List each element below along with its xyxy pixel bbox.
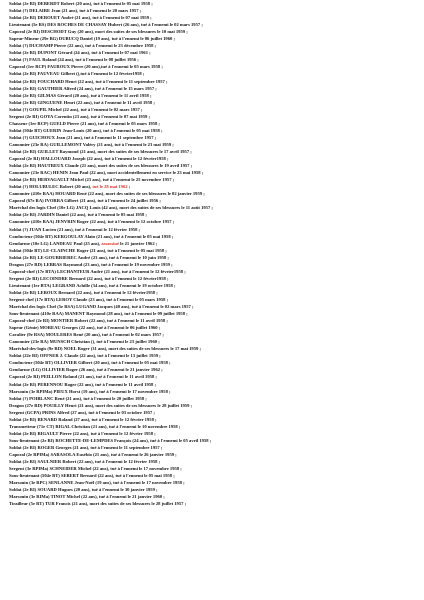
- list-item-text: Sergent (GCPA) PRINS Alfred (27 ans), tué à l'ennemi le 03 octobre 1957 ;: [9, 409, 155, 415]
- list-item-text: Chasseur (1er RCP) GUELD Pierre (21 ans), tué à l'ennemi le 05 mars 1958 ;: [9, 120, 160, 126]
- list-item: [9, 352, 421, 359]
- list-item-text: Soldat (2e RI) GAUTHIER Alfred (24 ans), tué à l'ennemi le 15 mars 1957 ;: [9, 85, 157, 91]
- list-item-text: Soldat (2e RI) LEROUX Bernard (22 ans), tué à l'ennemi le 12 février1958 ;: [9, 289, 158, 295]
- list-item-text: Soldat (2e RI) JARDIN Daniel (22 ans), tué à l'ennemi le 05 mai 1958 ;: [9, 212, 147, 218]
- list-item-text: Conducteur (504e BT) OLLIVIER Gilbert (20 ans), tué à l'ennemi le 05 mai 1958 ;: [9, 360, 171, 366]
- list-item: [9, 120, 421, 127]
- list-item-text: Caporal (2e RI) HALLOUARD Joseph (22 ans), tué à l'ennemi le 12 février1958 ;: [9, 156, 169, 162]
- list-item: [9, 268, 421, 275]
- list-item-text: Maréchal-des-logis (9e RD) NOEL Roger (31 ans), mort des suites de ses blessures le 17 mai 1959 ;: [9, 346, 201, 352]
- list-item-text: Sergent (2e RI) GOYA Corentin (23 ans), tué à l'ennemi le 07 mai 1959 ;: [9, 113, 150, 119]
- list-item: [9, 345, 421, 352]
- list-item-text: Caporal-chef (17e BTA) LECHANTEUR André (21 ans), tué à l'ennemi le 12 février1958 ;: [9, 268, 186, 274]
- list-item-text: Soldat (?) JUAN Lucien (21 ans), tué à l'ennemi le 12 février 1958 ;: [9, 226, 141, 232]
- list-item-text: Cavalier (9e RSA) MOULERES René (20 ans), tué à l'ennemi le 02 mars 1957 ;: [9, 332, 164, 338]
- list-item: [9, 338, 421, 345]
- list-item-text: Sous-lieutenant (2e RI) ROCHETTE-DE-LEMPDES François (24 ans), tué à l'ennemi le 05 avril 1958 ;: [9, 437, 212, 443]
- list-item: [9, 162, 421, 169]
- list-item-text: Dragon (27e RD) LEBRAS Raymond (23 ans), tué à l'ennemi le 19 novembre 1959 ;: [9, 261, 173, 267]
- list-item: [9, 127, 421, 134]
- list-item-tail: le 21 janvier 1962 ;: [119, 240, 158, 246]
- list-item-text: Gendarme (10e LG) LANDEAU Paul (25 ans),: [9, 240, 102, 246]
- list-item-text: Soldat (?) FAUL Roland (24 ans), tué à l'ennemi le 08 juillet 1956 ;: [9, 57, 139, 63]
- list-item-text: Soldat (2e RI) DEROUET André (21 ans), tué à l'ennemi le 07 mai 1959 ;: [9, 15, 152, 21]
- list-item-text: Soldat (2e RI) GUILLET Raymond (21 ans), mort des suites de ses blessures le 17 avril 1957 ;: [9, 148, 192, 154]
- list-item-text: Tirailleur (5e RT) TUR Francis (21 ans), mort des suites de ses blessures le 28 juillet 1957 ;: [9, 501, 187, 507]
- list-item-text: Marsouin (3e RPIMa) PIEUX Horst (19 ans), tué à l'ennemi le 17 novembre 1958 ;: [9, 388, 171, 394]
- list-item-text: Soldat (2e RI) PERENNOU Roger (22 ans), tué à l'ennemi le 11 avril 1958 ;: [9, 381, 157, 387]
- list-item: [9, 451, 421, 458]
- list-item: [9, 204, 421, 211]
- list-item-text: Soldat (2e RI) DUPONT Gérard (24 ans), tué à l'ennemi le 07 mai 1961 ;: [9, 50, 151, 56]
- list-item-text: Soldat (2e RI) RENARD Roland (27 ans), tué à l'ennemi le 12 février 1958 ;: [9, 416, 157, 422]
- list-item-text: Caporal (2e RI) DESCHODT Guy (20 ans), mort des suites de ses blessures le 10 mai 1959 ;: [9, 29, 188, 35]
- list-item-text: Caporal (67e RA) IVORRA Gilbert (21 ans), tué à l'ennemi le 24 juillet 1956 ;: [9, 198, 161, 204]
- list-item-text: Marsouin (3e RIMa) TINOT Michel (22 ans), tué à l'ennemi le 21 janvier 1960 ;: [9, 494, 165, 500]
- list-item: [9, 85, 421, 92]
- list-item-text: Soldat (2e RI) FOUCHARD Henri (22 ans), tué à l'ennemi le 11 septembre 1957 ;: [9, 78, 168, 84]
- list-item: [9, 486, 421, 493]
- list-item-text: Gendarme (LG) OLLIVIER Roger (26 ans), tué à l'ennemi le 21 janvier 1962 ;: [9, 367, 163, 373]
- list-item: [9, 155, 421, 162]
- list-item-text: Marsouin (3e RPC) SENLANNE Jean-Noël (19 ans), tué à l'ennemi le 17 novembre 1958 ;: [9, 480, 185, 486]
- list-item-text: Lieutenant (1er BTA) LEGRAND Achille (34 ans), tué à l'ennemi le 19 octobre 1958 ;: [9, 282, 176, 288]
- list-item: [9, 35, 421, 42]
- list-item: [9, 479, 421, 486]
- casualty-list: [9, 0, 421, 507]
- list-item-text: Sous-lieutenant (504e BT) SEBERT Bernard (22 ans), tué à l'ennemi le 05 mai 1958 ;: [9, 473, 175, 479]
- list-item: [9, 296, 421, 303]
- list-item-text: Canonnier (410e RAA) JENVRIN Roger (22 ans), tué à l'ennemi le 12 octobre 1957 ;: [9, 219, 175, 225]
- list-item: [9, 148, 421, 155]
- list-item-text: Soldat (2e RI) SAULNIER Robert (22 ans), tué à l'ennemi le 12 février 1958 ;: [9, 459, 161, 465]
- list-item-text: Soldat (2e RI) FAUVEAU Gilbert (),tué à l'ennemi le 12 février1958 ;: [9, 71, 145, 77]
- list-item-text: Soldat (2e RI) HAUTREUX Claude (21 ans), mort des suites de ses blessures le 19 avril 1957 ;: [9, 163, 193, 169]
- list-item-text: Sous-lieutenant (410e RAA) MANENT Raymond (28 ans), tué à l'ennemi le 09 juillet 1958 ;: [9, 311, 188, 317]
- list-item: [9, 289, 421, 296]
- list-item: [9, 113, 421, 120]
- list-item-text: Sergent (2e RI) LECOINDRE Bernard (22 ans), tué à l'ennemi le 12 février1958 ;: [9, 275, 169, 281]
- list-item: [9, 444, 421, 451]
- list-item: [9, 226, 421, 233]
- list-item: [9, 134, 421, 141]
- list-item-tail: ;: [127, 184, 131, 190]
- list-item: [9, 169, 421, 176]
- list-item-text: Canonnier (23e RAC) HENIN Jean Paul (22 ans), mort accidentellement en service le 23 mai 1958 ;: [9, 170, 204, 176]
- highlighted-text: assassiné: [101, 240, 120, 246]
- list-item: [9, 381, 421, 388]
- list-item: [9, 92, 421, 99]
- list-item: [9, 7, 421, 14]
- list-item-text: Maréchal des logis Chef (10e LG) JACQ Louis (42 ans), mort des suites de ses blessures le 11 août 1957 ;: [9, 205, 213, 211]
- list-item-text: Canonnier (410e RAA) HOUARD René (22 ans), mort des suites de ses blessures le 02 janvier 1959 ;: [9, 191, 205, 197]
- list-item: [9, 63, 421, 70]
- list-item: [9, 190, 421, 197]
- list-item-text: Caporal-chef (2e RI) MONTIER Robert (22 ans), tué à l'ennemi le 11 avril 1958 ;: [9, 318, 168, 324]
- list-item: [9, 402, 421, 409]
- list-item: [9, 49, 421, 56]
- list-item-text: Soldat (?) GOUPIL Michel (22 ans), tué à l'ennemi le 02 mars 1957 ;: [9, 106, 143, 112]
- list-item: [9, 465, 421, 472]
- list-item: [9, 141, 421, 148]
- list-item: [9, 423, 421, 430]
- list-item: [9, 254, 421, 261]
- list-item-text: Canonnier (23e RA) GUILLEMONT Valéry (21 ans), tué à l'ennemi le 23 mai 1959 ;: [9, 141, 174, 147]
- list-item: [9, 28, 421, 35]
- list-item: [9, 331, 421, 338]
- list-item-text: Caporal (1er RCP) FAUROUX Pierre (20 ans),tué à l'ennemi le 05 mars 1958 ;: [9, 64, 163, 70]
- list-item-text: Dragon (27e RD) POUILLY Henri (21 ans), mort des suites de ses blessures le 28 juillet 1959 ;: [9, 402, 193, 408]
- list-item: [9, 388, 421, 395]
- list-item: [9, 409, 421, 416]
- list-item-text: Sergent (3e RPIMa) SCHNEIDER Michel (22 ans), tué à l'ennemi le 17 novembre 1958 ;: [9, 466, 182, 472]
- list-item: [9, 176, 421, 183]
- list-item: [9, 317, 421, 324]
- list-item: [9, 416, 421, 423]
- list-item: [9, 324, 421, 331]
- list-item-text: Maréchal des logis Chef (5e RSA) LUGAND Jacques (40 ans), tué à l'ennemi le 02 mars 1957 ;: [9, 304, 194, 310]
- list-item: [9, 373, 421, 380]
- list-item-text: Soldat (2e RI) GILMAS Gérard (20 ans), tué à l'ennemi le 11 avril 1958 ;: [9, 92, 152, 98]
- list-item: [9, 458, 421, 465]
- list-item: [9, 42, 421, 49]
- list-item: [9, 183, 421, 190]
- highlighted-text: tué le 28 mai 1962: [92, 184, 128, 190]
- list-item: [9, 493, 421, 500]
- list-item: [9, 211, 421, 218]
- list-item: [9, 218, 421, 225]
- list-item-text: Soldat (2e RI) HERVAGAULT Michel (23 ans), tué à l'ennemi le 25 novembre 1957 ;: [9, 177, 175, 183]
- list-item: [9, 106, 421, 113]
- list-item-text: Sapeur (Génie) MOREAU Georges (22 ans), tué à l'ennemi le 06 juillet 1960 ;: [9, 325, 161, 331]
- list-item: [9, 430, 421, 437]
- list-item: [9, 472, 421, 479]
- list-item: [9, 359, 421, 366]
- list-item: [9, 0, 421, 7]
- list-item: [9, 310, 421, 317]
- list-item-text: Soldat (?) GUICHOUX Jean (21 ans), tué à l'ennemi le 11 septembre 1957 ;: [9, 134, 157, 140]
- list-item-text: Soldat (?) DELAIRE Jean (21 ans), tué à l'ennemi le 20 mars 1957 ;: [9, 8, 142, 14]
- list-item: [9, 395, 421, 402]
- list-item-text: Soldat (2e RI) DEBERDT Robert (20 ans), tué à l'ennemi le 05 mai 1958 ;: [9, 1, 153, 6]
- list-item: [9, 282, 421, 289]
- list-item-text: Soldat (2e RI) ROGER Georges (21 ans), tué à l'ennemi le 11 septembre 1957 ;: [9, 444, 163, 450]
- list-item-text: Caporal (2e RPIMa) SARASOLA Eusébio (21 ans), tué à l'ennemi le 26 janvier 1959 ;: [9, 452, 177, 457]
- list-item: [9, 56, 421, 63]
- list-item: [9, 366, 421, 373]
- list-item: [9, 99, 421, 106]
- list-item: [9, 14, 421, 21]
- list-item: [9, 21, 421, 28]
- list-item-text: Soldat (?) POIBLANC René (21 ans), tué à l'ennemi le 20 juillet 1958 ;: [9, 395, 147, 401]
- list-item: [9, 500, 421, 507]
- list-item: [9, 197, 421, 204]
- list-item-text: Soldat (504e BT) GUERIN Jean-Louis (20 ans), tué à l'ennemi le 05 mai 1958 ;: [9, 127, 163, 133]
- list-item-text: Soldat (2e RI) GINGUENE Henri (22 ans), tué à l'ennemi le 11 avril 1958 ;: [9, 99, 155, 105]
- list-item: [9, 70, 421, 77]
- list-item-text: Sapeur-Mineur (29e BG) DUBUCQ Daniel (19 ans), tué à l'ennemi le 06 juillet 1960 ;: [9, 36, 176, 42]
- list-item-text: Soldat (2e RI) LE-GOURRIEREC André (23 ans), tué à l'ennemi le 10 juin 1958 ;: [9, 254, 169, 260]
- list-item: [9, 303, 421, 310]
- list-item-text: Caporal (2e RI) PEILLON Roland (21 ans), tué à l'ennemi le 11 avril 1958 ;: [9, 374, 157, 380]
- list-item-text: Canonnier (23e RA) MUNSCH Christian (), tué à l'ennemi le 23 juillet 1960 ;: [9, 339, 160, 345]
- list-item: [9, 275, 421, 282]
- list-item-text: Soldat (2e RI) RIGAULT Pierre (22 ans), tué à l'ennemi le 12 février 1958 ;: [9, 430, 156, 436]
- list-item-text: Conducteur (504e BT) KERGOULAY Alain (21 ans), tué à l'ennemi le 05 mai 1958 ;: [9, 233, 174, 239]
- list-item-text: Lieutenant (5e RS) DES ROCHES DE CHASSAY Hubert (26 ans), tué à l'ennemi le 02 mars 1957 ;: [9, 22, 203, 28]
- list-item-text: Transmetteur (71e CT) RIGAL Christian (21 ans), tué à l'ennemi le 10 novembre 1958 ;: [9, 423, 181, 429]
- list-item: [9, 247, 421, 254]
- list-item-text: Soldat (504e BT) LE-CLAINCHE Roger (21 ans), tué à l'ennemi le 05 mai 1958 ;: [9, 247, 167, 253]
- list-item-text: Soldat (?) HOLUBULEC Robert (20 ans),: [9, 184, 93, 190]
- list-item-text: Soldat (22e RI) OFFNER J. Claude (22 ans), tué à l'ennemi le 13 juillet 1959 ;: [9, 353, 161, 359]
- list-item: [9, 78, 421, 85]
- list-item: [9, 261, 421, 268]
- list-item: [9, 240, 421, 247]
- list-item-text: Soldat (2e RI) SOUARD Hugues (20 ans), tué à l'ennemi le 30 janvier 1959 ;: [9, 487, 158, 493]
- list-item-text: Sergent-chef (17e BTA) LEROY Claude (23 ans), tué à l'ennemi le 05 mars 1958 ;: [9, 296, 169, 302]
- list-item: [9, 437, 421, 444]
- list-item-text: Soldat (?) DUCHAMP Pierre (22 ans), tué à l'ennemi le 23 décembre 1958 ;: [9, 43, 157, 49]
- list-item: [9, 233, 421, 240]
